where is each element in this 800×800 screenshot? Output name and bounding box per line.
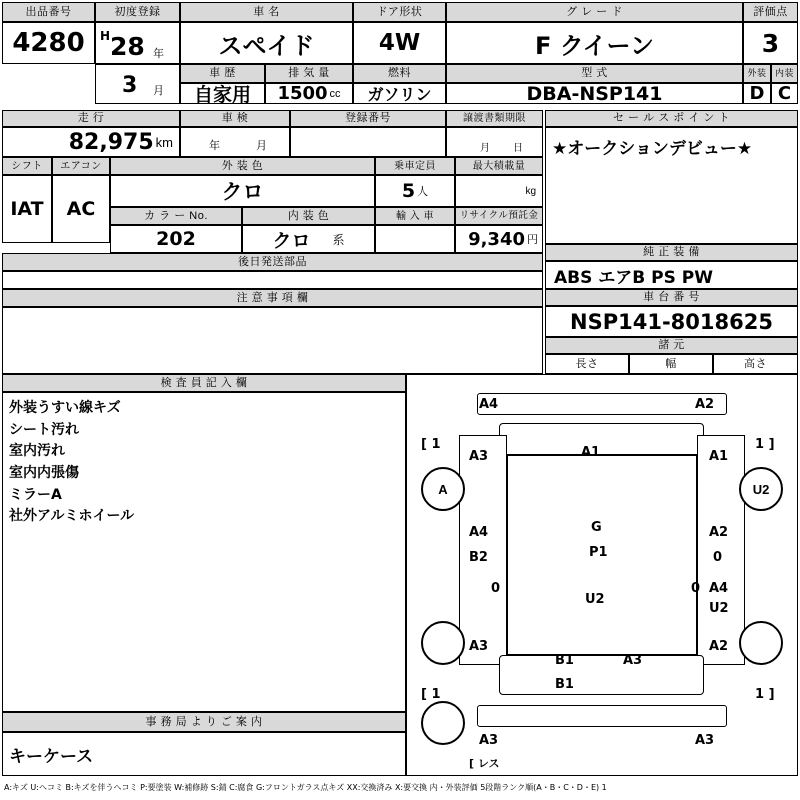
- wheel-rear-left: [421, 621, 465, 665]
- exterior-grade-cell: [743, 83, 771, 104]
- damage-bottom-left: A3: [479, 733, 499, 748]
- import-label: 輸 入 車: [375, 207, 455, 225]
- office-notice-cell: [2, 732, 406, 776]
- wheel-spare: [421, 701, 465, 745]
- interior-grade-cell: [771, 83, 798, 104]
- seats-value-cell: [375, 175, 455, 207]
- inspector-note-line: シート汚れ: [9, 421, 79, 438]
- bracket-top-left: [ 1: [421, 437, 441, 452]
- transfer-month-unit: 月: [480, 143, 490, 154]
- transfer-deadline-label: 譲渡書類期限: [446, 110, 543, 127]
- displacement-label: 排 気 量: [265, 64, 353, 83]
- fuel-value: ガソリン: [367, 85, 432, 104]
- inspector-note-line: 社外アルミホイール: [9, 508, 135, 525]
- recycle-fee-label: リサイクル預託金: [455, 207, 543, 225]
- shift-label: シフト: [2, 157, 52, 175]
- wheel-rear-right: [739, 621, 783, 665]
- inspector-note-line: 室内内張傷: [9, 465, 79, 482]
- history-value-cell: [180, 83, 265, 104]
- model-name-value-cell: [180, 22, 353, 64]
- transfer-day-unit: 日: [513, 143, 523, 154]
- reg-month-unit: 月: [153, 84, 164, 97]
- sales-point-cell: [545, 127, 798, 244]
- shift-value-cell: [2, 175, 52, 243]
- door-shape-value: 4W: [378, 30, 421, 56]
- reg-month: 3: [122, 73, 138, 98]
- max-load-value-cell: [455, 175, 543, 207]
- first-registration-label: 初度登録: [95, 2, 180, 22]
- model-name-value: スペイド: [218, 31, 315, 60]
- model-name-label: 車 名: [180, 2, 353, 22]
- score-value: 3: [761, 28, 780, 58]
- shaken-year-unit: 年: [209, 139, 220, 152]
- bracket-bottom-left: [ 1: [421, 687, 441, 702]
- chassis-number-label: 車 台 番 号: [545, 289, 798, 306]
- damage-low-right-2: U2: [709, 601, 729, 616]
- damage-row3-left: A3: [469, 639, 489, 654]
- damage-low-left-0: 0: [491, 581, 501, 596]
- damage-mid-right-1: A2: [709, 525, 729, 540]
- inspector-label: 検 査 員 記 入 欄: [2, 374, 406, 392]
- lot-number-value-cell: [2, 22, 95, 64]
- inspector-note-line: 外装うすい線キズ: [9, 400, 121, 416]
- damage-mid-right-2: 0: [713, 550, 723, 565]
- bracket-top-right: 1 ]: [755, 437, 775, 452]
- history-value: 自家用: [193, 84, 251, 104]
- interior-color-label: 内 装 色: [242, 207, 375, 225]
- displacement-unit: cc: [329, 87, 341, 100]
- door-shape-value-cell: [353, 22, 446, 64]
- seats-label: 乗車定員: [375, 157, 455, 175]
- exterior-grade-label: 外装: [743, 64, 771, 83]
- interior-color-suffix: 系: [332, 232, 345, 247]
- first-registration-value-cell: [95, 22, 180, 64]
- damage-top-right: A2: [695, 397, 715, 412]
- damage-center-b1: B1: [555, 653, 574, 668]
- ac-label: エアコン: [52, 157, 110, 175]
- damage-row1-left: A3: [469, 449, 489, 464]
- chassis-number-value: NSP141-8018625: [570, 309, 773, 334]
- wheel-front-right: U2: [739, 467, 783, 511]
- reg-year: 28: [110, 32, 145, 61]
- car-damage-diagram: [406, 374, 798, 776]
- seats-value: 5: [401, 180, 416, 202]
- ac-value: AC: [66, 198, 96, 220]
- seats-unit: 人: [417, 186, 429, 198]
- history-label: 車 歴: [180, 64, 265, 83]
- type-value-cell: [446, 83, 743, 104]
- chassis-number-cell: [545, 306, 798, 337]
- grade-value-cell: [446, 22, 743, 64]
- interior-color-value-cell: [242, 225, 375, 253]
- score-label: 評価点: [743, 2, 798, 22]
- fuel-value-cell: [353, 83, 446, 104]
- exterior-grade-value: D: [749, 83, 765, 104]
- equipment-value: ABS エアB PS PW: [554, 267, 713, 288]
- damage-bottom-right: A3: [695, 733, 715, 748]
- lot-number-label: 出品番号: [2, 2, 95, 22]
- exterior-color-label: 外 装 色: [110, 157, 375, 175]
- damage-row1-right: A1: [709, 449, 729, 464]
- damage-center-a3: A3: [623, 653, 643, 668]
- type-label: 型 式: [446, 64, 743, 83]
- lot-number-value: 4280: [12, 28, 85, 58]
- mileage-unit: km: [155, 134, 173, 150]
- later-parts-cell: [2, 271, 543, 289]
- shaken-label: 車 検: [180, 110, 290, 127]
- registration-number-cell: [290, 127, 446, 157]
- displacement-value: 1500: [277, 83, 328, 104]
- grade-value: F クイーン: [534, 31, 655, 60]
- equipment-label: 純 正 装 備: [545, 244, 798, 261]
- shaken-value-cell: [180, 127, 290, 157]
- dimension-length-label: 長さ: [545, 354, 629, 374]
- sales-point-label: セ ー ル ス ポ イ ン ト: [545, 110, 798, 127]
- bracket-bottom-right: 1 ]: [755, 687, 775, 702]
- shift-value: IAT: [10, 198, 44, 220]
- score-value-cell: [743, 22, 798, 64]
- damage-mid-left-1: A4: [469, 525, 489, 540]
- caution-label: 注 意 事 項 欄: [2, 289, 543, 307]
- recycle-fee-value-cell: [455, 225, 543, 253]
- equipment-cell: [545, 261, 798, 289]
- sales-point-text: ★オークションデビュー★: [552, 139, 753, 159]
- type-value: DBA-NSP141: [526, 83, 663, 104]
- shaken-month-unit: 月: [256, 139, 267, 152]
- office-notice-text: キーケース: [9, 746, 94, 767]
- grade-label: グ レ ー ド: [446, 2, 743, 22]
- exterior-color-value: クロ: [221, 180, 264, 204]
- mileage-value-cell: [2, 127, 180, 157]
- damage-center-u2: U2: [585, 592, 605, 607]
- inspector-note-line: 室内汚れ: [9, 443, 65, 460]
- fuel-label: 燃料: [353, 64, 446, 83]
- max-load-unit: kg: [525, 185, 536, 197]
- recycle-fee-value: 9,340: [468, 228, 525, 250]
- inspector-notes-cell: [2, 392, 406, 712]
- door-shape-label: ドア形状: [353, 2, 446, 22]
- interior-grade-value: C: [777, 83, 792, 104]
- registration-number-label: 登録番号: [290, 110, 446, 127]
- dimension-height-label: 高さ: [713, 354, 798, 374]
- transfer-deadline-cell: [446, 127, 543, 157]
- mileage-value: 82,975: [68, 129, 154, 155]
- color-number-value: 202: [156, 228, 196, 250]
- interior-color-value: クロ: [272, 229, 311, 252]
- damage-center-top: A1: [581, 445, 601, 460]
- ac-value-cell: [52, 175, 110, 243]
- dimension-width-label: 幅: [629, 354, 713, 374]
- caution-cell: [2, 307, 543, 374]
- damage-row3-right: A2: [709, 639, 729, 654]
- damage-low-right-1: A4: [709, 581, 729, 596]
- later-parts-label: 後日発送部品: [2, 253, 543, 271]
- wheel-front-left: A: [421, 467, 465, 511]
- import-value-cell: [375, 225, 455, 253]
- max-load-label: 最大積載量: [455, 157, 543, 175]
- reg-year-unit: 年: [153, 47, 164, 60]
- reg-era: H: [100, 29, 111, 43]
- office-notice-label: 事 務 局 よ り ご 案 内: [2, 712, 406, 732]
- displacement-value-cell: [265, 83, 353, 104]
- exterior-color-value-cell: [110, 175, 375, 207]
- mileage-label: 走 行: [2, 110, 180, 127]
- damage-top-left: A4: [479, 397, 499, 412]
- damage-center-b1b: B1: [555, 677, 574, 692]
- color-number-value-cell: [110, 225, 242, 253]
- spare-wheel-note: [ レス: [469, 757, 500, 770]
- color-number-label: カ ラ ー No.: [110, 207, 242, 225]
- legend-text: A:キズ U:ヘコミ B:キズを伴うヘコミ P:要塗装 W:補修跡 S:錆 C:腐食 G:フロントガラス点キズ XX:交換済み X:要交換 内・外装評価 5段階ランク順(A・B・C・D・E) 1: [4, 783, 607, 792]
- inspector-note-line: ミラーA: [9, 486, 62, 503]
- damage-center-g: G: [591, 520, 602, 535]
- dimensions-label: 諸 元: [545, 337, 798, 354]
- damage-mid-left-2: B2: [469, 550, 488, 565]
- reg-month-cell: [95, 64, 180, 104]
- damage-low-right-0: 0: [691, 581, 701, 596]
- interior-grade-label: 内装: [771, 64, 798, 83]
- recycle-fee-unit: 円: [527, 234, 538, 246]
- damage-center-p1: P1: [589, 545, 608, 560]
